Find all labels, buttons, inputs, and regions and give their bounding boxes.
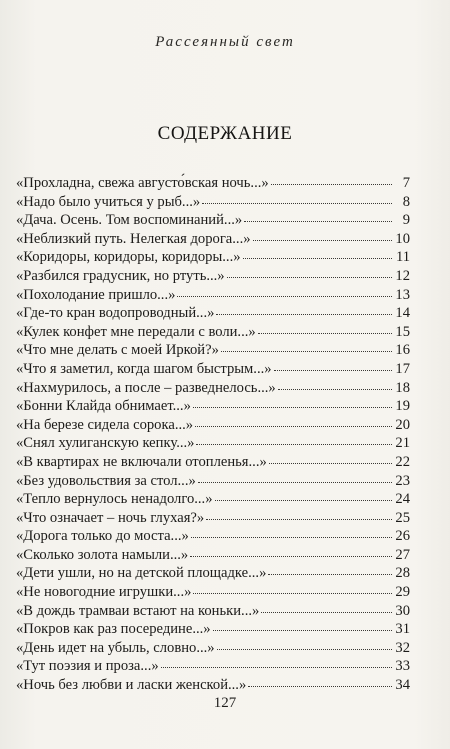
dot-leader [261, 601, 392, 615]
toc-entry [16, 545, 410, 564]
toc-entry-page: 33 [395, 658, 410, 675]
dot-leader [202, 192, 392, 206]
dot-leader [269, 452, 392, 466]
dot-leader [198, 471, 392, 485]
toc-entry [16, 303, 410, 322]
toc-entry [16, 396, 410, 415]
toc-entry-title: «Разбился градусник, но ртуть...» [16, 267, 225, 284]
dot-leader [191, 526, 392, 540]
toc-entry-title: «Сколько золота намыли...» [16, 546, 189, 563]
dot-leader [196, 433, 392, 447]
toc-entry-title: «Дети ушли, но на детской площадке...» [16, 565, 267, 582]
toc-entry-page: 29 [395, 584, 410, 601]
toc-entry [16, 433, 410, 452]
toc-entry [16, 508, 410, 527]
page-title: СОДЕРЖАНИЕ [157, 123, 293, 144]
dot-leader [274, 359, 392, 373]
toc-entry-title: «Кулек конфет мне передали с воли...» [16, 323, 256, 340]
toc-entry-page: 34 [395, 677, 410, 694]
toc-entry-page: 15 [395, 323, 410, 340]
toc-entry-title: «Что означает – ночь глухая?» [16, 509, 205, 526]
toc-entry-title: «Похолодание пришло...» [16, 286, 176, 303]
toc-entry-page: 31 [395, 621, 410, 638]
toc-entry [16, 378, 410, 397]
dot-leader [221, 340, 392, 354]
toc-entry-page: 10 [395, 230, 410, 247]
toc-entry-page: 8 [402, 193, 410, 210]
toc-entry-title: «Коридоры, коридоры, коридоры...» [16, 249, 241, 266]
toc-entry-page: 16 [395, 342, 410, 359]
toc-entry-page: 32 [395, 639, 410, 656]
dot-leader [161, 656, 392, 670]
toc-entry [16, 563, 410, 582]
toc-entry-title: «На березе сидела сорока...» [16, 416, 194, 433]
dot-leader [193, 582, 392, 596]
toc-entry-title: «Прохладна, свежа августо́вская ночь...» [16, 175, 269, 191]
dot-leader [258, 322, 392, 336]
toc-entry-page: 30 [395, 602, 410, 619]
toc-entry [16, 601, 410, 620]
toc-entry-page: 28 [395, 565, 410, 582]
toc-entry [16, 340, 410, 359]
dot-leader [206, 508, 392, 522]
toc-entry-page: 9 [402, 212, 410, 229]
toc-entry-title: «Тепло вернулось ненадолго...» [16, 491, 213, 508]
toc-entry-title: «В дождь трамваи встают на коньки...» [16, 602, 260, 619]
toc-entry-title: «В квартирах не включали отопленья...» [16, 453, 267, 470]
toc-entry [16, 229, 410, 248]
toc-entry-title: «Снял хулиганскую кепку...» [16, 435, 195, 452]
toc-entry [16, 192, 410, 211]
toc-entry-page: 17 [395, 360, 410, 377]
toc-entry [16, 266, 410, 285]
toc-entry-title: «Без удовольствия за стол...» [16, 472, 196, 489]
toc-entry-title: «Что я заметил, когда шагом быстрым...» [16, 360, 272, 377]
toc-entry-title: «Ночь без любви и ласки женской...» [16, 677, 247, 694]
toc-entry-page: 19 [395, 398, 410, 415]
dot-leader [278, 378, 392, 392]
toc-entry [16, 489, 410, 508]
toc-entry-page: 13 [395, 286, 410, 303]
dot-leader [268, 563, 392, 577]
toc-entry [16, 582, 410, 601]
toc-entry [16, 452, 410, 471]
toc-entry-page: 11 [395, 249, 410, 266]
toc-entry-page: 21 [395, 435, 410, 452]
toc-entry [16, 415, 410, 434]
toc-entry-page: 7 [402, 175, 410, 191]
dot-leader [244, 210, 392, 224]
toc-entry [16, 359, 410, 378]
dot-leader [215, 489, 393, 503]
toc-entry [16, 247, 410, 266]
page-number: 127 [213, 695, 237, 711]
table-of-contents [16, 173, 410, 694]
dot-leader [195, 415, 392, 429]
toc-entry-page: 25 [395, 509, 410, 526]
toc-entry [16, 638, 410, 657]
toc-entry-page: 24 [395, 491, 410, 508]
dot-leader [217, 638, 392, 652]
dot-leader [190, 545, 392, 559]
dot-leader [248, 675, 392, 689]
toc-entry [16, 656, 410, 675]
toc-entry-page: 18 [395, 379, 410, 396]
running-head: Рассеянный свет [155, 34, 295, 50]
dot-leader [193, 396, 392, 410]
toc-entry-title: «Дорога только до моста...» [16, 528, 189, 545]
toc-entry [16, 675, 410, 694]
toc-entry-title: «День идет на убыль, словно...» [16, 639, 215, 656]
toc-entry-title: «Дача. Осень. Том воспоминаний...» [16, 212, 243, 229]
toc-entry [16, 526, 410, 545]
toc-entry [16, 322, 410, 341]
toc-entry [16, 285, 410, 304]
dot-leader [213, 619, 392, 633]
toc-entry [16, 471, 410, 490]
toc-entry-title: «Что мне делать с моей Иркой?» [16, 342, 219, 359]
toc-entry-title: «Где-то кран водопроводный...» [16, 305, 215, 322]
toc-entry-title: «Не новогодние игрушки...» [16, 584, 192, 601]
dot-leader [253, 229, 392, 243]
toc-entry-title: «Покров как раз посередине...» [16, 621, 211, 638]
toc-entry-page: 27 [395, 546, 410, 563]
dot-leader [227, 266, 392, 280]
toc-entry-title: «Надо было учиться у рыб...» [16, 193, 201, 210]
dot-leader [177, 285, 392, 299]
toc-entry-page: 23 [395, 472, 410, 489]
toc-entry-title: «Бонни Клайда обнимает...» [16, 398, 191, 415]
toc-entry [16, 173, 410, 192]
toc-entry-page: 14 [395, 305, 410, 322]
toc-entry-title: «Нахмурилось, а после – разведнелось...» [16, 379, 276, 396]
toc-entry-page: 22 [395, 453, 410, 470]
toc-entry-title: «Неблизкий путь. Нелегкая дорога...» [16, 230, 251, 247]
toc-entry-title: «Тут поэзия и проза...» [16, 658, 159, 675]
toc-entry-page: 20 [395, 416, 410, 433]
dot-leader [216, 303, 392, 317]
dot-leader [243, 247, 392, 261]
toc-entry-page: 26 [395, 528, 410, 545]
toc-entry-page: 12 [395, 267, 410, 284]
toc-entry [16, 210, 410, 229]
dot-leader [271, 173, 392, 187]
toc-entry [16, 619, 410, 638]
